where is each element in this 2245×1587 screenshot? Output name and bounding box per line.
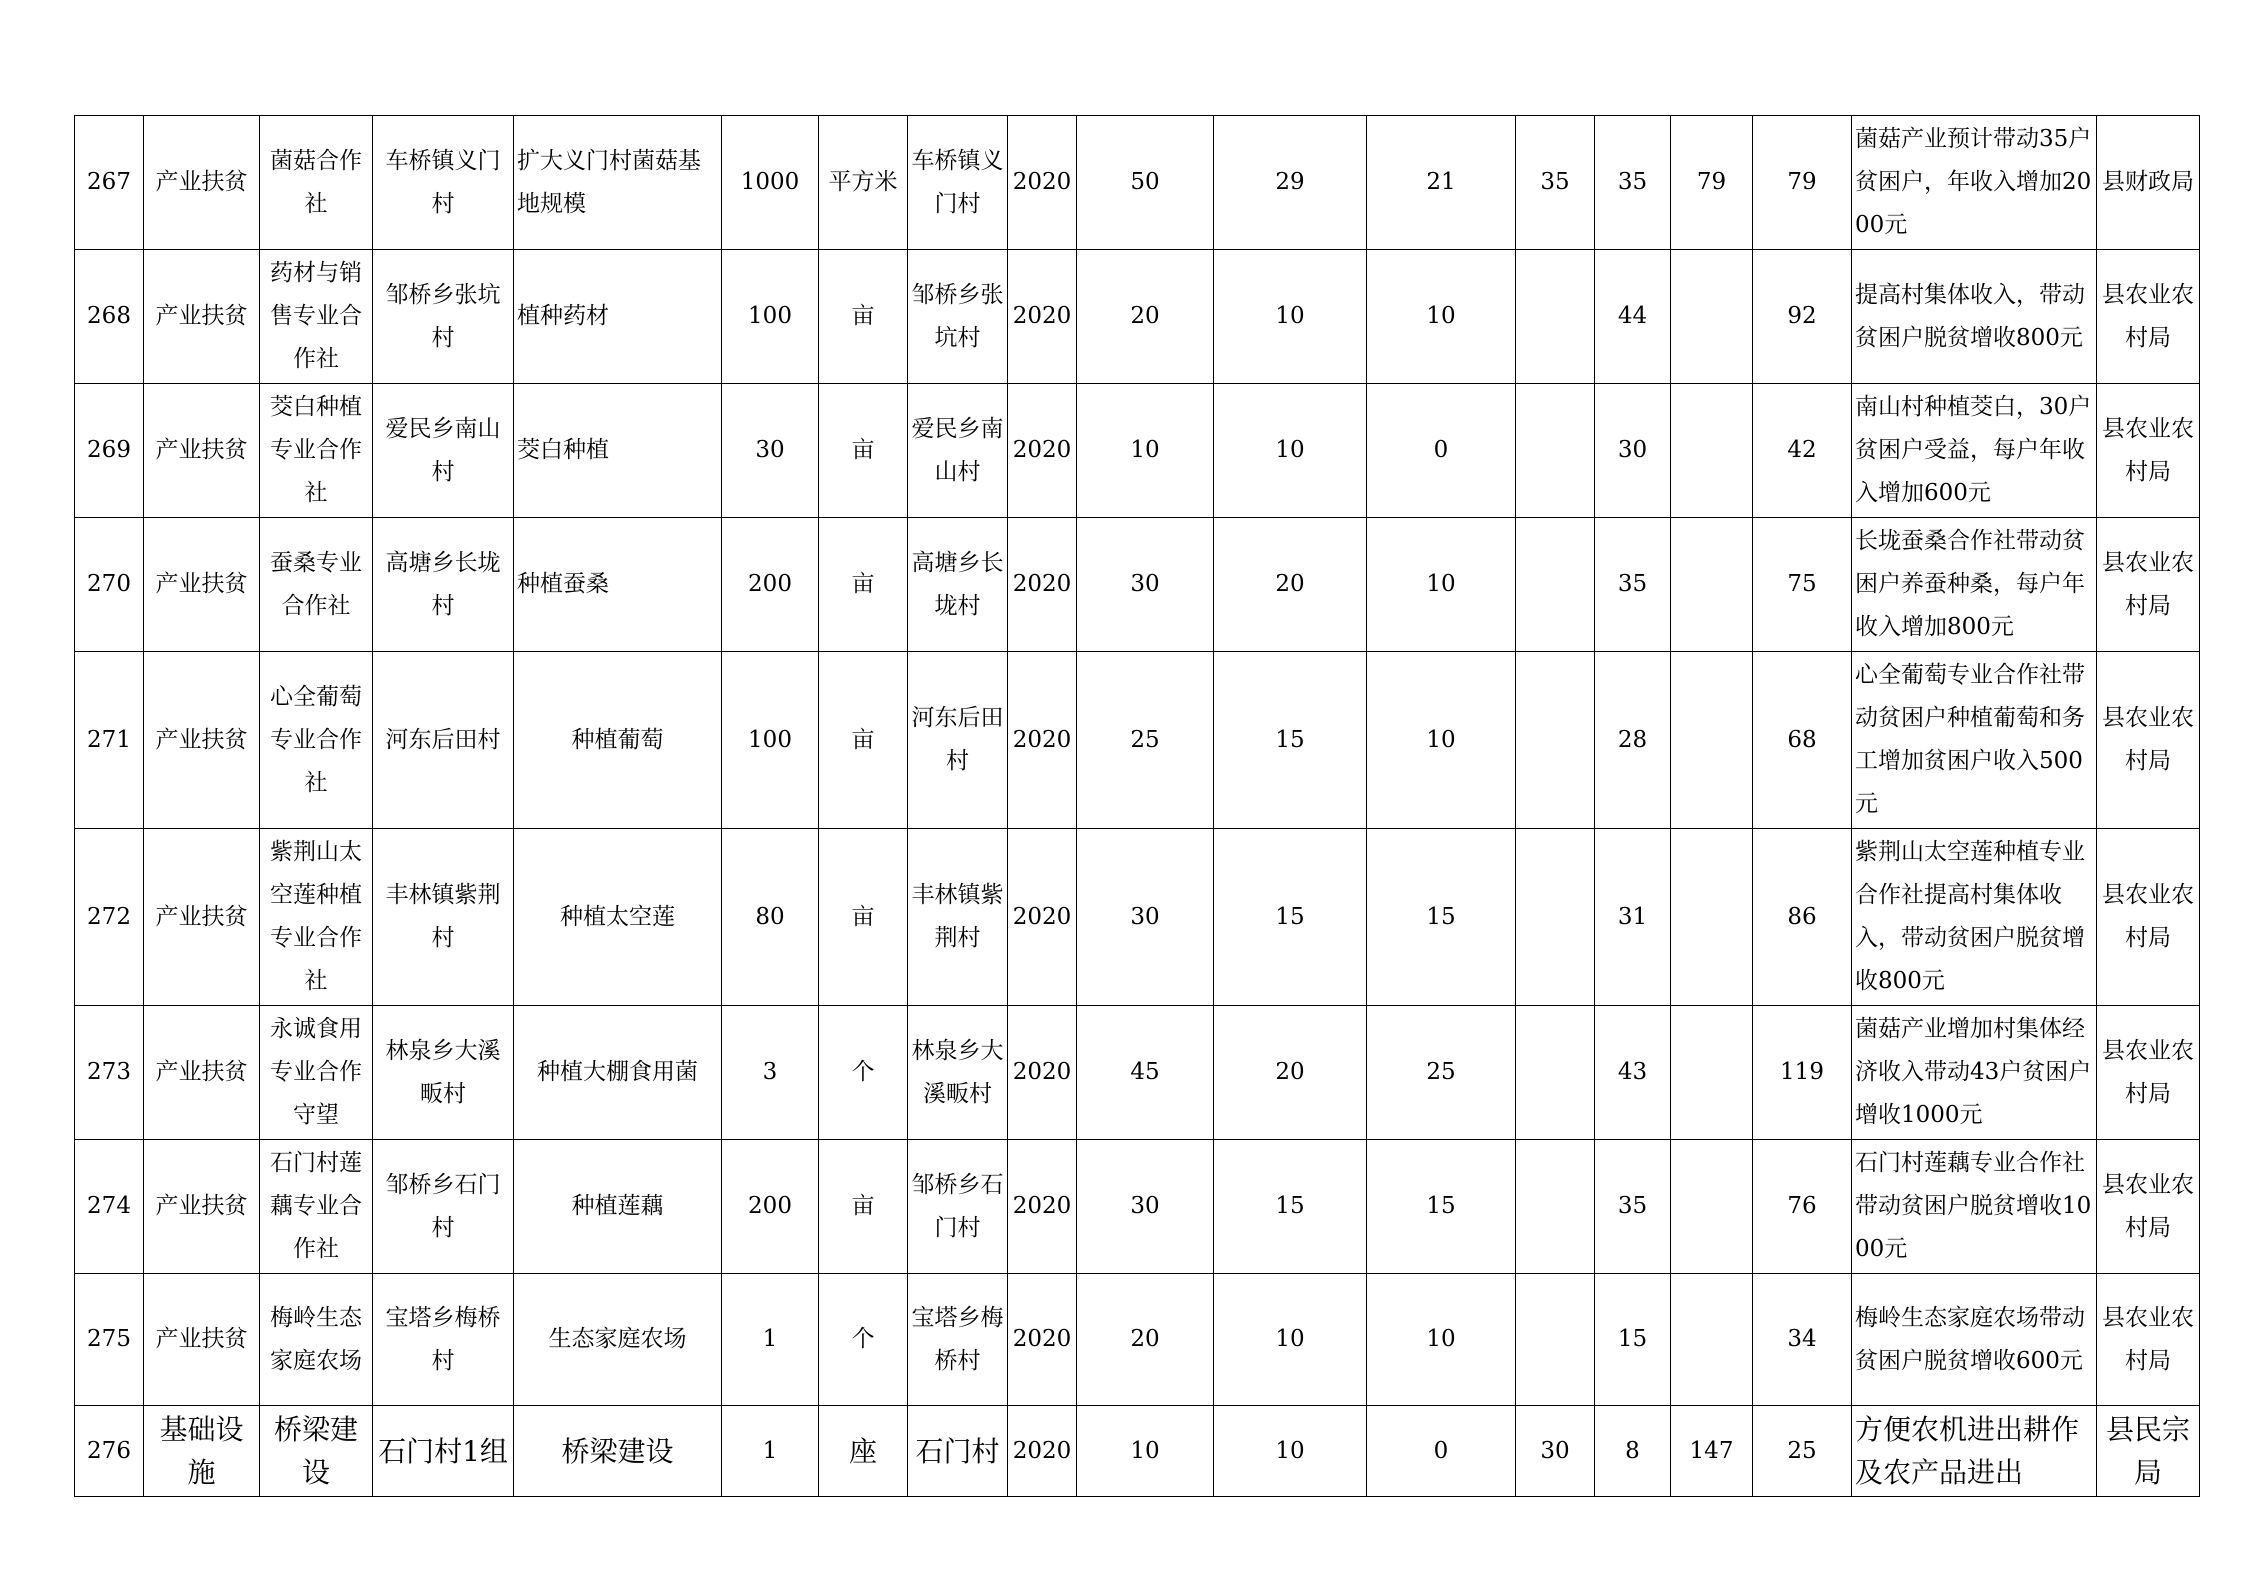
location-cell: 邹桥乡张坑村 xyxy=(373,250,514,384)
table-body xyxy=(75,116,2200,1497)
funding-part-a-cell: 15 xyxy=(1214,829,1367,1006)
site-cell: 石门村 xyxy=(908,1406,1008,1497)
benefit-cell: 石门村莲藕专业合作社带动贫困户脱贫增收1000元 xyxy=(1852,1140,2097,1274)
entity-cell: 梅岭生态家庭农场 xyxy=(260,1274,373,1406)
unit-cell: 亩 xyxy=(819,829,908,1006)
households-a-cell xyxy=(1516,384,1595,518)
benefit-cell: 菌菇产业增加村集体经济收入带动43户贫困户增收1000元 xyxy=(1852,1006,2097,1140)
row-number: 267 xyxy=(75,116,144,250)
funding-total-cell: 25 xyxy=(1077,652,1214,829)
funding-part-b-cell: 21 xyxy=(1367,116,1516,250)
unit-cell: 亩 xyxy=(819,250,908,384)
table-row xyxy=(75,384,2200,518)
funding-part-b-cell: 10 xyxy=(1367,518,1516,652)
households-b-cell: 31 xyxy=(1595,829,1671,1006)
location-cell: 河东后田村 xyxy=(373,652,514,829)
content-cell: 桥梁建设 xyxy=(514,1406,722,1497)
department-cell: 县农业农村局 xyxy=(2097,518,2200,652)
category-cell: 基础设施 xyxy=(144,1406,260,1497)
category-cell: 产业扶贫 xyxy=(144,250,260,384)
benefit-cell: 方便农机进出耕作及农产品进出 xyxy=(1852,1406,2097,1497)
category-cell: 产业扶贫 xyxy=(144,652,260,829)
persons-a-cell xyxy=(1671,1140,1753,1274)
persons-b-cell: 75 xyxy=(1753,518,1852,652)
table-row xyxy=(75,1406,2200,1497)
site-cell: 宝塔乡梅桥村 xyxy=(908,1274,1008,1406)
site-cell: 高塘乡长垅村 xyxy=(908,518,1008,652)
entity-cell: 菌菇合作社 xyxy=(260,116,373,250)
scale-cell: 3 xyxy=(722,1006,819,1140)
location-cell: 丰林镇紫荆村 xyxy=(373,829,514,1006)
households-a-cell xyxy=(1516,250,1595,384)
content-cell: 生态家庭农场 xyxy=(514,1274,722,1406)
households-a-cell: 30 xyxy=(1516,1406,1595,1497)
entity-cell: 紫荆山太空莲种植专业合作社 xyxy=(260,829,373,1006)
location-cell: 车桥镇义门村 xyxy=(373,116,514,250)
households-a-cell xyxy=(1516,1274,1595,1406)
unit-cell: 平方米 xyxy=(819,116,908,250)
benefit-cell: 紫荆山太空莲种植专业合作社提高村集体收入，带动贫困户脱贫增收800元 xyxy=(1852,829,2097,1006)
persons-b-cell: 119 xyxy=(1753,1006,1852,1140)
table-row xyxy=(75,116,2200,250)
benefit-cell: 菌菇产业预计带动35户贫困户，年收入增加2000元 xyxy=(1852,116,2097,250)
unit-cell: 座 xyxy=(819,1406,908,1497)
funding-part-a-cell: 20 xyxy=(1214,518,1367,652)
table-row xyxy=(75,1140,2200,1274)
scale-cell: 200 xyxy=(722,518,819,652)
scale-cell: 100 xyxy=(722,652,819,829)
scale-cell: 1 xyxy=(722,1406,819,1497)
households-b-cell: 44 xyxy=(1595,250,1671,384)
entity-cell: 茭白种植专业合作社 xyxy=(260,384,373,518)
table-row xyxy=(75,1274,2200,1406)
content-cell: 茭白种植 xyxy=(514,384,722,518)
persons-a-cell xyxy=(1671,652,1753,829)
funding-total-cell: 30 xyxy=(1077,1140,1214,1274)
unit-cell: 亩 xyxy=(819,1140,908,1274)
department-cell: 县农业农村局 xyxy=(2097,652,2200,829)
site-cell: 河东后田村 xyxy=(908,652,1008,829)
row-number: 275 xyxy=(75,1274,144,1406)
category-cell: 产业扶贫 xyxy=(144,829,260,1006)
persons-a-cell xyxy=(1671,518,1753,652)
households-a-cell xyxy=(1516,518,1595,652)
households-b-cell: 30 xyxy=(1595,384,1671,518)
row-number: 270 xyxy=(75,518,144,652)
content-cell: 种植葡萄 xyxy=(514,652,722,829)
project-table xyxy=(74,115,2200,1497)
table-row xyxy=(75,652,2200,829)
row-number: 276 xyxy=(75,1406,144,1497)
funding-total-cell: 50 xyxy=(1077,116,1214,250)
households-a-cell xyxy=(1516,652,1595,829)
persons-b-cell: 86 xyxy=(1753,829,1852,1006)
site-cell: 爱民乡南山村 xyxy=(908,384,1008,518)
year-cell: 2020 xyxy=(1008,250,1077,384)
department-cell: 县财政局 xyxy=(2097,116,2200,250)
funding-total-cell: 10 xyxy=(1077,384,1214,518)
department-cell: 县农业农村局 xyxy=(2097,829,2200,1006)
funding-total-cell: 20 xyxy=(1077,1274,1214,1406)
households-b-cell: 15 xyxy=(1595,1274,1671,1406)
content-cell: 种植大棚食用菌 xyxy=(514,1006,722,1140)
department-cell: 县民宗局 xyxy=(2097,1406,2200,1497)
funding-total-cell: 45 xyxy=(1077,1006,1214,1140)
location-cell: 林泉乡大溪畈村 xyxy=(373,1006,514,1140)
households-a-cell xyxy=(1516,1140,1595,1274)
funding-part-b-cell: 0 xyxy=(1367,1406,1516,1497)
entity-cell: 石门村莲藕专业合作社 xyxy=(260,1140,373,1274)
category-cell: 产业扶贫 xyxy=(144,1006,260,1140)
department-cell: 县农业农村局 xyxy=(2097,1006,2200,1140)
persons-b-cell: 34 xyxy=(1753,1274,1852,1406)
year-cell: 2020 xyxy=(1008,116,1077,250)
persons-a-cell xyxy=(1671,1274,1753,1406)
location-cell: 高塘乡长垅村 xyxy=(373,518,514,652)
location-cell: 爱民乡南山村 xyxy=(373,384,514,518)
scale-cell: 80 xyxy=(722,829,819,1006)
unit-cell: 个 xyxy=(819,1274,908,1406)
persons-b-cell: 25 xyxy=(1753,1406,1852,1497)
funding-part-a-cell: 10 xyxy=(1214,1274,1367,1406)
row-number: 274 xyxy=(75,1140,144,1274)
entity-cell: 心全葡萄专业合作社 xyxy=(260,652,373,829)
year-cell: 2020 xyxy=(1008,518,1077,652)
benefit-cell: 梅岭生态家庭农场带动贫困户脱贫增收600元 xyxy=(1852,1274,2097,1406)
row-number: 273 xyxy=(75,1006,144,1140)
benefit-cell: 提高村集体收入，带动贫困户脱贫增收800元 xyxy=(1852,250,2097,384)
benefit-cell: 长垅蚕桑合作社带动贫困户养蚕种桑，每户年收入增加800元 xyxy=(1852,518,2097,652)
category-cell: 产业扶贫 xyxy=(144,116,260,250)
funding-part-b-cell: 0 xyxy=(1367,384,1516,518)
households-b-cell: 8 xyxy=(1595,1406,1671,1497)
households-a-cell xyxy=(1516,829,1595,1006)
funding-part-a-cell: 10 xyxy=(1214,384,1367,518)
persons-a-cell: 79 xyxy=(1671,116,1753,250)
row-number: 271 xyxy=(75,652,144,829)
funding-part-a-cell: 15 xyxy=(1214,1140,1367,1274)
scale-cell: 100 xyxy=(722,250,819,384)
persons-b-cell: 76 xyxy=(1753,1140,1852,1274)
content-cell: 种植莲藕 xyxy=(514,1140,722,1274)
persons-b-cell: 92 xyxy=(1753,250,1852,384)
households-b-cell: 43 xyxy=(1595,1006,1671,1140)
row-number: 269 xyxy=(75,384,144,518)
row-number: 272 xyxy=(75,829,144,1006)
households-a-cell xyxy=(1516,1006,1595,1140)
entity-cell: 药材与销售专业合作社 xyxy=(260,250,373,384)
site-cell: 邹桥乡石门村 xyxy=(908,1140,1008,1274)
entity-cell: 蚕桑专业合作社 xyxy=(260,518,373,652)
funding-part-b-cell: 15 xyxy=(1367,1140,1516,1274)
category-cell: 产业扶贫 xyxy=(144,1274,260,1406)
table-row xyxy=(75,250,2200,384)
location-cell: 石门村1组 xyxy=(373,1406,514,1497)
year-cell: 2020 xyxy=(1008,652,1077,829)
site-cell: 邹桥乡张坑村 xyxy=(908,250,1008,384)
funding-part-b-cell: 25 xyxy=(1367,1006,1516,1140)
households-b-cell: 28 xyxy=(1595,652,1671,829)
funding-part-b-cell: 10 xyxy=(1367,652,1516,829)
scale-cell: 200 xyxy=(722,1140,819,1274)
funding-total-cell: 30 xyxy=(1077,518,1214,652)
scale-cell: 1000 xyxy=(722,116,819,250)
funding-part-a-cell: 10 xyxy=(1214,1406,1367,1497)
funding-part-a-cell: 10 xyxy=(1214,250,1367,384)
persons-a-cell xyxy=(1671,250,1753,384)
year-cell: 2020 xyxy=(1008,829,1077,1006)
funding-part-b-cell: 10 xyxy=(1367,250,1516,384)
department-cell: 县农业农村局 xyxy=(2097,384,2200,518)
unit-cell: 个 xyxy=(819,1006,908,1140)
funding-total-cell: 10 xyxy=(1077,1406,1214,1497)
year-cell: 2020 xyxy=(1008,1140,1077,1274)
scale-cell: 1 xyxy=(722,1274,819,1406)
category-cell: 产业扶贫 xyxy=(144,518,260,652)
entity-cell: 永诚食用专业合作守望 xyxy=(260,1006,373,1140)
unit-cell: 亩 xyxy=(819,384,908,518)
persons-a-cell xyxy=(1671,1006,1753,1140)
department-cell: 县农业农村局 xyxy=(2097,1140,2200,1274)
table-row xyxy=(75,518,2200,652)
unit-cell: 亩 xyxy=(819,652,908,829)
department-cell: 县农业农村局 xyxy=(2097,250,2200,384)
entity-cell: 桥梁建设 xyxy=(260,1406,373,1497)
persons-b-cell: 42 xyxy=(1753,384,1852,518)
unit-cell: 亩 xyxy=(819,518,908,652)
benefit-cell: 南山村种植茭白，30户贫困户受益，每户年收入增加600元 xyxy=(1852,384,2097,518)
benefit-cell: 心全葡萄专业合作社带动贫困户种植葡萄和务工增加贫困户收入500元 xyxy=(1852,652,2097,829)
funding-part-a-cell: 20 xyxy=(1214,1006,1367,1140)
persons-b-cell: 68 xyxy=(1753,652,1852,829)
category-cell: 产业扶贫 xyxy=(144,384,260,518)
funding-part-b-cell: 15 xyxy=(1367,829,1516,1006)
funding-part-a-cell: 15 xyxy=(1214,652,1367,829)
households-a-cell: 35 xyxy=(1516,116,1595,250)
households-b-cell: 35 xyxy=(1595,518,1671,652)
funding-total-cell: 30 xyxy=(1077,829,1214,1006)
persons-a-cell xyxy=(1671,829,1753,1006)
funding-total-cell: 20 xyxy=(1077,250,1214,384)
content-cell: 扩大义门村菌菇基地规模 xyxy=(514,116,722,250)
table-row xyxy=(75,1006,2200,1140)
persons-a-cell: 147 xyxy=(1671,1406,1753,1497)
row-number: 268 xyxy=(75,250,144,384)
content-cell: 种植蚕桑 xyxy=(514,518,722,652)
content-cell: 种植太空莲 xyxy=(514,829,722,1006)
site-cell: 林泉乡大溪畈村 xyxy=(908,1006,1008,1140)
funding-part-b-cell: 10 xyxy=(1367,1274,1516,1406)
category-cell: 产业扶贫 xyxy=(144,1140,260,1274)
year-cell: 2020 xyxy=(1008,1006,1077,1140)
content-cell: 植种药材 xyxy=(514,250,722,384)
department-cell: 县农业农村局 xyxy=(2097,1274,2200,1406)
location-cell: 宝塔乡梅桥村 xyxy=(373,1274,514,1406)
persons-b-cell: 79 xyxy=(1753,116,1852,250)
funding-part-a-cell: 29 xyxy=(1214,116,1367,250)
year-cell: 2020 xyxy=(1008,1406,1077,1497)
households-b-cell: 35 xyxy=(1595,1140,1671,1274)
site-cell: 车桥镇义门村 xyxy=(908,116,1008,250)
year-cell: 2020 xyxy=(1008,1274,1077,1406)
table-row xyxy=(75,829,2200,1006)
households-b-cell: 35 xyxy=(1595,116,1671,250)
site-cell: 丰林镇紫荆村 xyxy=(908,829,1008,1006)
scale-cell: 30 xyxy=(722,384,819,518)
persons-a-cell xyxy=(1671,384,1753,518)
year-cell: 2020 xyxy=(1008,384,1077,518)
location-cell: 邹桥乡石门村 xyxy=(373,1140,514,1274)
